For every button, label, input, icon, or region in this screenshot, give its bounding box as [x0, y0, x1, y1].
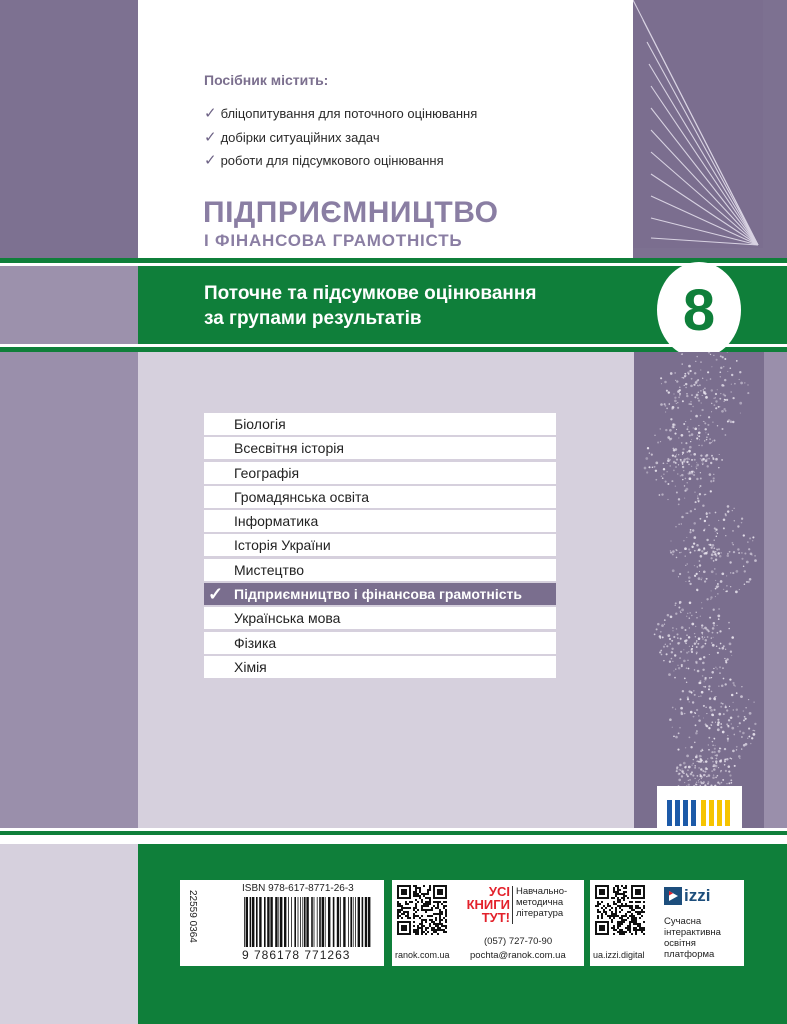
ranok-promo — [454, 885, 510, 924]
subject-label: Всесвітня історія — [234, 440, 344, 457]
subject-label: Громадянська освіта — [234, 488, 370, 505]
subject-item-active — [204, 583, 556, 607]
left-middle-panel — [0, 352, 138, 828]
left-top-panel — [0, 0, 138, 258]
izzi-description — [664, 916, 721, 960]
book-title-line1: ПІДПРИЄМНИЦТВО — [203, 196, 499, 229]
subject-item — [204, 413, 556, 437]
right-edge-panel — [764, 352, 787, 828]
bottom-left-panel — [0, 844, 138, 1024]
subject-item — [204, 656, 556, 680]
ranok-literature — [516, 886, 567, 919]
book-subtitle-line1: Поточне та підсумкове оцінювання — [204, 283, 537, 304]
promo-line: ТУТ! — [481, 910, 510, 925]
promo-line: КНИГИ — [466, 897, 510, 912]
literature-line: Навчально- — [516, 886, 568, 897]
subject-label: Мистецтво — [234, 561, 305, 578]
barcode-number: 9 786178 771263 — [242, 948, 351, 962]
literature-line: література — [516, 908, 564, 919]
subject-label: Географія — [234, 464, 300, 481]
check-icon: ✓ — [208, 584, 224, 605]
subject-label: Фізика — [234, 634, 277, 651]
subject-item — [204, 632, 556, 656]
subject-item — [204, 559, 556, 583]
izzi-logo-text: izzi — [684, 886, 711, 905]
contains-item — [204, 128, 380, 146]
ranok-box — [392, 880, 584, 966]
grade-number: 8 — [682, 277, 716, 343]
subject-label: Історія України — [234, 537, 331, 554]
ranok-site: ranok.com.ua — [395, 950, 450, 960]
izzi-desc-line: освітня — [664, 938, 696, 949]
check-icon: ✓ — [204, 152, 217, 169]
subject-label: Українська мова — [234, 610, 341, 627]
subject-item — [204, 462, 556, 486]
subject-item — [204, 437, 556, 461]
subject-label: Біологія — [234, 416, 286, 432]
ranok-divider — [512, 886, 513, 924]
contains-item-text: добірки ситуаційних задач — [220, 130, 380, 145]
check-icon: ✓ — [204, 129, 217, 146]
izzi-logo-icon — [664, 887, 682, 905]
izzi-site: ua.izzi.digital — [593, 950, 645, 960]
grade-badge — [657, 262, 741, 358]
sparkle-panel — [634, 352, 764, 828]
isbn-box — [180, 880, 384, 966]
subject-label: Підприємництво і фінансова грамотність — [234, 586, 522, 603]
izzi-desc-line: інтерактивна — [664, 927, 721, 938]
qr-code-icon — [397, 885, 447, 935]
bottom-green-stripe — [0, 831, 787, 835]
literature-line: методична — [516, 897, 564, 908]
decorative-lines-panel — [633, 0, 763, 248]
promo-line: УСІ — [488, 884, 510, 899]
qr-code-icon — [595, 885, 645, 935]
check-icon: ✓ — [204, 105, 217, 122]
izzi-box — [590, 880, 744, 966]
subject-item — [204, 534, 556, 558]
izzi-desc-line: Сучасна — [664, 916, 702, 927]
ranok-email: pochta@ranok.com.ua — [470, 950, 566, 961]
contains-item-text: роботи для підсумкового оцінювання — [220, 153, 444, 168]
barcode-icon — [242, 897, 376, 947]
subject-label: Інформатика — [234, 513, 319, 530]
subject-item — [204, 607, 556, 631]
contains-item — [204, 151, 444, 169]
izzi-desc-line: платформа — [664, 949, 715, 960]
subject-list — [204, 413, 556, 680]
subject-item — [204, 510, 556, 534]
ukraine-flag-icon — [667, 800, 731, 826]
play-icon — [664, 887, 682, 905]
ranok-phone: (057) 727-70-90 — [484, 936, 553, 947]
contains-item-text: бліцопитування для поточного оцінювання — [220, 106, 478, 121]
fan-lines-decoration — [633, 0, 763, 248]
book-subtitle-line2: за групами результатів — [204, 308, 422, 329]
subject-item — [204, 486, 556, 510]
book-title-line2: І ФІНАНСОВА ГРАМОТНІСТЬ — [204, 231, 463, 250]
sparkle-decoration — [634, 352, 764, 828]
contains-title: Посібник містить: — [204, 72, 329, 88]
contains-item — [204, 104, 477, 122]
left-band-block — [0, 266, 138, 344]
side-number: 22559 0364 — [187, 890, 198, 943]
isbn-label: ISBN 978-617-8771-26-3 — [242, 883, 354, 894]
subject-label: Хімія — [234, 658, 267, 675]
